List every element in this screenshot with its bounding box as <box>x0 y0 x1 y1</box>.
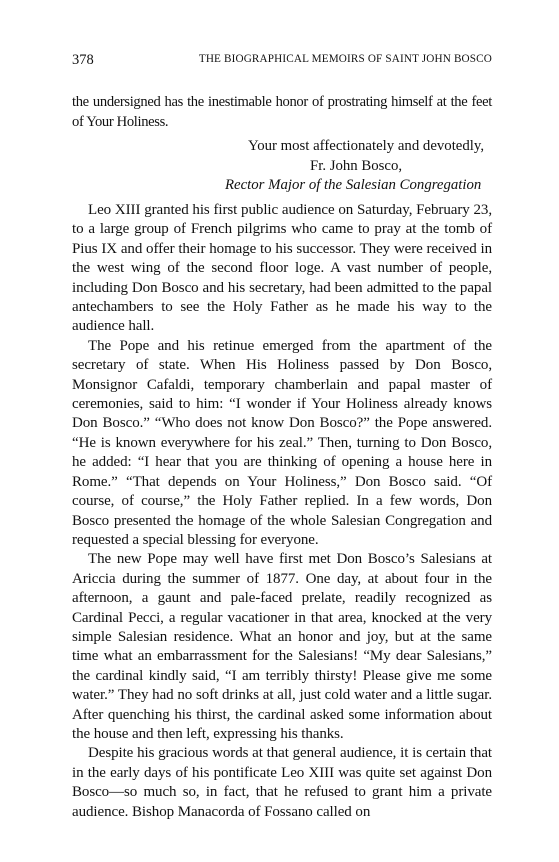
book-page <box>72 0 492 862</box>
body-text <box>72 201 492 822</box>
signature-name: Fr. John Bosco, <box>310 157 403 174</box>
paragraph: The new Pope may well have first met Don Bosco’s Salesians at Ariccia during the summer of 1877. One day, at about four in the afternoon, a gaunt and pale-faced prelate, readily recognized as Cardinal Pecci, a regular vacationer in that area, knocked at the very simple Salesian residence. What an honor and joy, but at the same time what an embarrassment for the Salesians! “My dear Salesians,” the cardinal kindly said, “I am terribly thirsty! Please give me some water.” They had no soft drinks at all, just cold water and a little sugar. After quenching his thirst, the cardinal asked some information about the house and then left, expressing his thanks. <box>72 551 492 742</box>
signature-closing: Your most affectionately and devotedly, <box>248 138 485 154</box>
paragraph: Despite his gracious words at that general audience, it is certain that in the early days of his pontificate Leo XIII was quite set against Don Bosco—so much so, in fact, that he refused to grant him a private audience. Bishop Manacorda of Fossano called on <box>72 745 492 820</box>
paragraph: The Pope and his retinue emerged from the apartment of the secretary of state. When His Holiness passed by Don Bosco, Monsignor Cafaldi, temporary chamberlain and papal master of ceremonies, said to him: “I wonder if Your Holiness already knows Don Bosco.” “Who does not know Don Bosco?” the Pope answered. “He is known everywhere for his zeal.” Then, turning to Don Bosco, he added: “I hear that you are thinking of opening a house here in Rome.” “That depends on Your Holiness,” Don Bosco said. “Of course, of course,” the Holy Father replied. In a few words, Don Bosco presented the homage of the whole Salesian Congregation and requested a special blessing for everyone. <box>72 337 492 548</box>
letter-closing-paragraph <box>72 93 492 132</box>
signature-title: Rector Major of the Salesian Congregation <box>225 177 482 194</box>
running-head <box>72 52 492 70</box>
page-number: 378 <box>72 52 94 68</box>
letter-signature <box>222 137 492 196</box>
paragraph: Leo XIII granted his first public audience on Saturday, February 23, to a large group of French pilgrims who came to pray at the tomb of Pius IX and offer their homage to his successor. They were received in the west wing of the second floor loge. A vast number of people, including Don Bosco and his secretary, had been admitted to the papal antechambers to see the Holy Father as he made his way to the audience hall. <box>72 202 492 335</box>
letter-closing-text: the undersigned has the inestimable honor of prostrating himself at the feet of Your Holiness. <box>72 94 492 130</box>
running-head-title: THE BIOGRAPHICAL MEMOIRS OF SAINT JOHN BOSCO <box>198 53 492 65</box>
